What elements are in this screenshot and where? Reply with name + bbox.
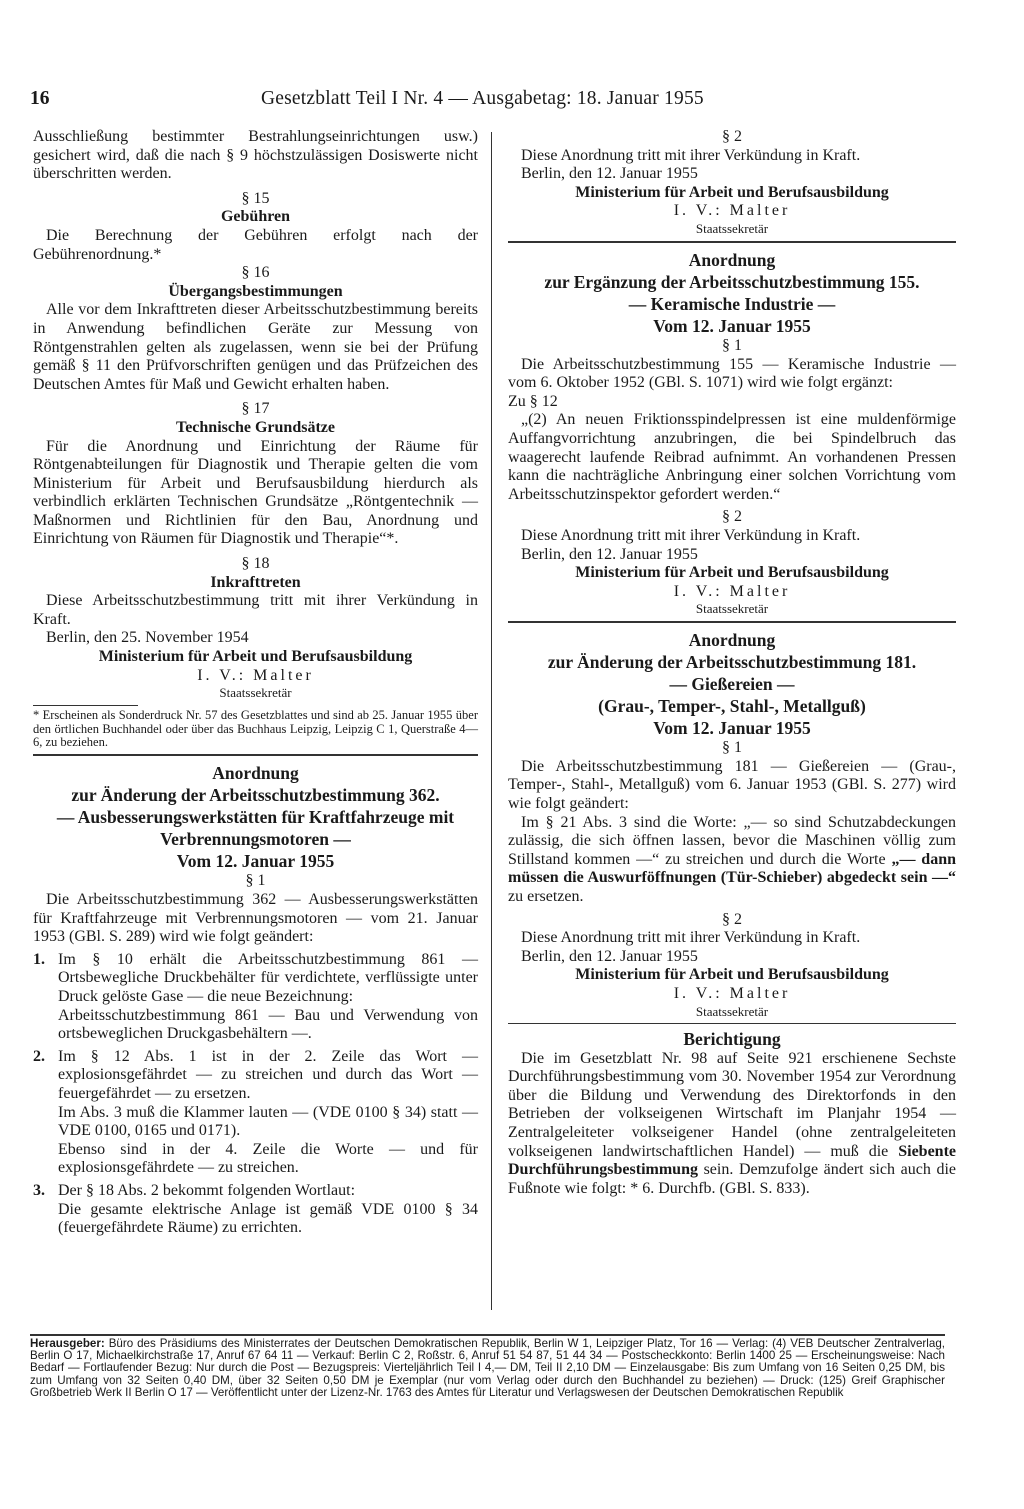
order-362-date: Vom 12. Januar 1955 xyxy=(176,851,335,872)
order-155-zu: Zu § 12 xyxy=(508,392,558,410)
amendment-new-wording: „— dann müssen die Auswurföffnungen (Tür-Schieber) abgedeckt sein —“ xyxy=(508,850,956,887)
correction-text xyxy=(508,1050,956,1199)
section-17-number: § 17 xyxy=(241,400,270,418)
intro-paragraph: Ausschließung bestimmter Bestrahlungseinrichtungen usw.) gesichert wird, daß die nach § 9 höchstzulässigen Dosiswerte nicht überschritten werden. xyxy=(33,128,478,183)
order-181-section-1-text: Die Arbeitsschutzbestimmung 181 — Gießereien — (Grau-, Temper-, Stahl-, Metallguß) vom 6. Januar 1953 (GBl. S. 277) wird wie folgt geändert: xyxy=(508,757,956,813)
page-number: 16 xyxy=(30,88,50,109)
prev-order-signatory: I. V.: Malter xyxy=(673,202,791,220)
order-181-section-2-text: Diese Anordnung tritt mit ihrer Verkündung in Kraft. xyxy=(521,929,861,947)
section-18-number: § 18 xyxy=(241,555,270,573)
prev-order-section-2: § 2 xyxy=(722,128,742,145)
prev-order-ministry: Ministerium für Arbeit und Berufsausbildung xyxy=(575,183,889,201)
order-181-signatory-title: Staatssekretär xyxy=(695,1003,769,1019)
list-item-text: Im § 10 erhält die Arbeitsschutzbestimmung 861 — Ortsbewegliche Druckbehälter für verdichtete, verflüssigte unter Druck gelöste Gase — die neue Bezeichnung: xyxy=(58,950,478,1005)
section-16-number: § 16 xyxy=(241,264,270,282)
order-155-section-1-text: Die Arbeitsschutzbestimmung 155 — Keramische Industrie — vom 6. Oktober 1952 (GBl. S. 1071) wird wie folgt ergänzt: xyxy=(508,355,956,392)
list-item xyxy=(33,951,478,1044)
amendment-text: Im § 21 Abs. 3 sind die Worte: „— so sind Schutzabdeckungen zulässig, die sich öffnen lassen, bevor die Maschinen völlig zum Stillstand kommen —“ zu streichen und durch die Worte xyxy=(508,813,956,868)
order-155-date-signed: Berlin, den 12. Januar 1955 xyxy=(521,545,698,563)
section-divider xyxy=(508,1023,956,1024)
list-item-text: Im Abs. 3 muß die Klammer lauten — (VDE 0100 § 34) statt — VDE 0100, 0165 und 0171). xyxy=(58,1103,478,1140)
order-181-ministry: Ministerium für Arbeit und Berufsausbildung xyxy=(575,966,889,984)
order-155-signatory: I. V.: Malter xyxy=(673,582,791,600)
section-16-title: Übergangsbestimmungen xyxy=(168,282,343,300)
section-divider xyxy=(508,241,956,243)
order-181-amendment xyxy=(508,814,956,907)
order-362-topic: — Ausbesserungswerkstätten für Kraftfahrzeuge mit Verbrennungsmotoren — xyxy=(56,807,455,850)
section-18-text: Diese Arbeitsschutzbestimmung tritt mit ihrer Verkündung in Kraft. xyxy=(33,592,478,628)
signing-date: Berlin, den 25. November 1954 xyxy=(46,629,249,647)
order-181-signatory: I. V.: Malter xyxy=(673,985,791,1002)
correction-text-part: Die im Gesetzblatt Nr. 98 auf Seite 921 erschienene Sechste Durchführungsbestimmung vom 30. November 1954 zur Verordnung über die Bildung und Verwendung des Direktorfonds in den Betrieben der volkseigenen Wirtschaft im Planjahr 1954 — Zentralgeleiteter volkseigener Handel (ohne zentralgeleiteten volkseigenen landwirtschaftlichen Handel) — muß die xyxy=(508,1049,956,1160)
section-15-title: Gebühren xyxy=(220,208,291,226)
order-155-section-2: § 2 xyxy=(722,508,742,526)
section-17-title: Technische Grundsätze xyxy=(176,418,335,436)
order-155-ministry: Ministerium für Arbeit und Berufsausbildung xyxy=(575,564,889,582)
footnote: * Erscheinen als Sonderdruck Nr. 57 des Gesetzblattes und sind ab 25. Januar 1955 über den örtlichen Buchhandel oder über das Buchhaus Leipzig, Leipzig C 1, Querstraße 4—6, zu beziehen. xyxy=(33,708,478,750)
list-item-number: 3. xyxy=(33,1181,45,1199)
imprint-label: Herausgeber: xyxy=(30,1337,105,1350)
prev-order-section-2-text: Diese Anordnung tritt mit ihrer Verkündung in Kraft. xyxy=(521,146,861,164)
order-155-signatory-title: Staatssekretär xyxy=(695,601,769,617)
order-181-heading: Anordnung xyxy=(688,630,776,651)
list-item-text: Der § 18 Abs. 2 bekommt folgenden Wortlaut: xyxy=(58,1181,356,1199)
order-155-section-2-text: Diese Anordnung tritt mit ihrer Verkündung in Kraft. xyxy=(521,526,861,544)
list-item-text: Arbeitsschutzbestimmung 861 — Bau und Verwendung von ortsbeweglichen Druckgasbehältern —. xyxy=(58,1006,478,1043)
list-item-number: 2. xyxy=(33,1047,45,1065)
signatory: I. V.: Malter xyxy=(197,666,314,684)
ministry-signature: Ministerium für Arbeit und Berufsausbildung xyxy=(98,648,413,666)
section-16-text: Alle vor dem Inkrafttreten dieser Arbeitsschutzbestimmung bereits in Anwendung befindlichen Geräte zur Messung von Röntgenstrahlen gelten als zugelassen, wenn sie bei der Prüfung gemäß § 11 den Prüfvorschriften genügen und das Prüfzeichen des Deutschen Amtes für Maß und Gewicht erhalten haben. xyxy=(33,301,478,393)
order-155-heading: Anordnung xyxy=(688,249,776,270)
order-155-quote: „(2) An neuen Friktionsspindelpressen ist eine muldenförmige Auffangvorrichtung anzubringen, die bei Spindelbruch das waagerecht laufende Reibrad aufnimmt. An vorhandenen Pressen kann die nachträgliche Anbringung einer solchen Vorrichtung vom Arbeitsschutzinspektor gefordert werden.“ xyxy=(508,411,956,503)
running-title: Gesetzblatt Teil I Nr. 4 — Ausgabetag: 18. Januar 1955 xyxy=(261,88,704,109)
list-item-number: 1. xyxy=(33,950,45,968)
page-header xyxy=(30,88,952,110)
order-181-topic: — Gießereien — xyxy=(669,674,795,695)
section-15-text: Die Berechnung der Gebühren erfolgt nach der Gebührenordnung.* xyxy=(33,226,478,263)
list-item xyxy=(33,1048,478,1178)
order-155-topic: — Keramische Industrie — xyxy=(628,293,836,314)
order-181-section-2: § 2 xyxy=(722,910,742,928)
footnote-rule xyxy=(33,705,138,706)
section-15-number: § 15 xyxy=(241,189,270,207)
order-181-date-signed: Berlin, den 12. Januar 1955 xyxy=(521,947,698,965)
list-item-text: Ebenso sind in der 4. Zeile die Worte — und für explosionsgefährdete — zu streichen. xyxy=(58,1140,478,1177)
prev-order-date: Berlin, den 12. Januar 1955 xyxy=(521,165,698,183)
correction-emphasis: Siebente Durchführungsbestimmung xyxy=(508,1142,956,1179)
signatory-title: Staatssekretär xyxy=(219,685,292,701)
amendment-text-end: zu ersetzen. xyxy=(508,888,584,906)
order-362-heading: Anordnung xyxy=(212,763,299,784)
order-155-subject: zur Ergänzung der Arbeitsschutzbestimmung 155. xyxy=(544,271,920,292)
list-item-text: Die gesamte elektrische Anlage ist gemäß VDE 0100 § 34 (feuergefährdete Räume) zu errichten. xyxy=(58,1200,478,1237)
order-181-topic-detail: (Grau-, Temper-, Stahl-, Metallguß) xyxy=(598,696,866,717)
section-divider xyxy=(33,754,478,756)
correction-text-end: sein. Demzufolge ändert sich auch die Fußnote wie folgt: * 6. Durchfb. (GBl. S. 833). xyxy=(508,1161,956,1197)
list-item-text: Im § 12 Abs. 1 ist in der 2. Zeile das Wort — explosionsgefährdet — zu streichen und durch das Wort — feuergefährdet — zu ersetzen. xyxy=(58,1047,478,1102)
order-181-date: Vom 12. Januar 1955 xyxy=(653,718,811,739)
order-362-section-1-text: Die Arbeitsschutzbestimmung 362 — Ausbesserungswerkstätten für Kraftfahrzeuge mit Verbrennungsmotoren — vom 21. Januar 1953 (GBl. S. 289) wird wie folgt geändert: xyxy=(33,891,478,946)
list-item xyxy=(33,1182,478,1238)
column-divider xyxy=(491,132,492,1310)
left-column xyxy=(33,128,478,1238)
publisher-imprint xyxy=(30,1334,945,1399)
order-362-section-1: § 1 xyxy=(245,872,266,890)
right-column xyxy=(508,128,956,1198)
order-155-section-1: § 1 xyxy=(722,336,742,354)
section-divider xyxy=(508,621,956,623)
order-181-subject: zur Änderung der Arbeitsschutzbestimmung 181. xyxy=(547,652,917,673)
order-155-date: Vom 12. Januar 1955 xyxy=(653,315,811,336)
prev-order-signatory-title: Staatssekretär xyxy=(695,220,769,236)
order-181-section-1: § 1 xyxy=(722,739,742,757)
correction-heading: Berichtigung xyxy=(683,1028,781,1049)
section-17-text: Für die Anordnung und Einrichtung der Räume für Röntgenabteilungen für Diagnostik und Therapie gelten die vom Ministerium für Arbeit und Berufsausbildung hierdurch als verbindlich erklärten Technischen Grundsätze „Röntgentechnik — Maßnormen und Richtlinien für den Bau, Anordnung und Einrichtung von Räumen für Diagnostik und Therapie“*. xyxy=(33,437,478,548)
section-18-title: Inkrafttreten xyxy=(210,573,301,591)
order-362-subject: zur Änderung der Arbeitsschutzbestimmung 362. xyxy=(71,785,440,806)
imprint-text: Büro des Präsidiums des Ministerrates der Deutschen Demokratischen Republik, Berlin W 1, Leipziger Platz, Tor 16 — Verlag: (4) VEB Deutscher Zentralverlag, Berlin O 17, Michaelkirchstraße 17, Anruf 67 64 11 — Verkauf: Berlin C 2, Roßstr. 6, Anruf 51 54 87, 51 44 34 — Postscheckkonto: Berlin 1400 25 — Erscheinungsweise: Nach Bedarf — Fortlaufender Bezug: Nur durch die Post — Bezugspreis: Vierteljährlich Teil I 4,— DM, Teil II 2,10 DM — Einzelausgabe: Bis zum Umfang von 16 Seiten 0,25 DM, bis zum Umfang von 32 Seiten 0,40 DM, über 32 Seiten 0,50 DM je Exemplar (nur vom Verlag oder durch den Buchhandel zu beziehen) — Druck: (125) Greif Graphischer Großbetrieb Werk II Berlin O 17 — Veröffentlicht unter der Lizenz-Nr. 1763 des Amtes für Literatur und Verlagswesen der Deutschen Demokratischen Republik xyxy=(30,1337,945,1399)
